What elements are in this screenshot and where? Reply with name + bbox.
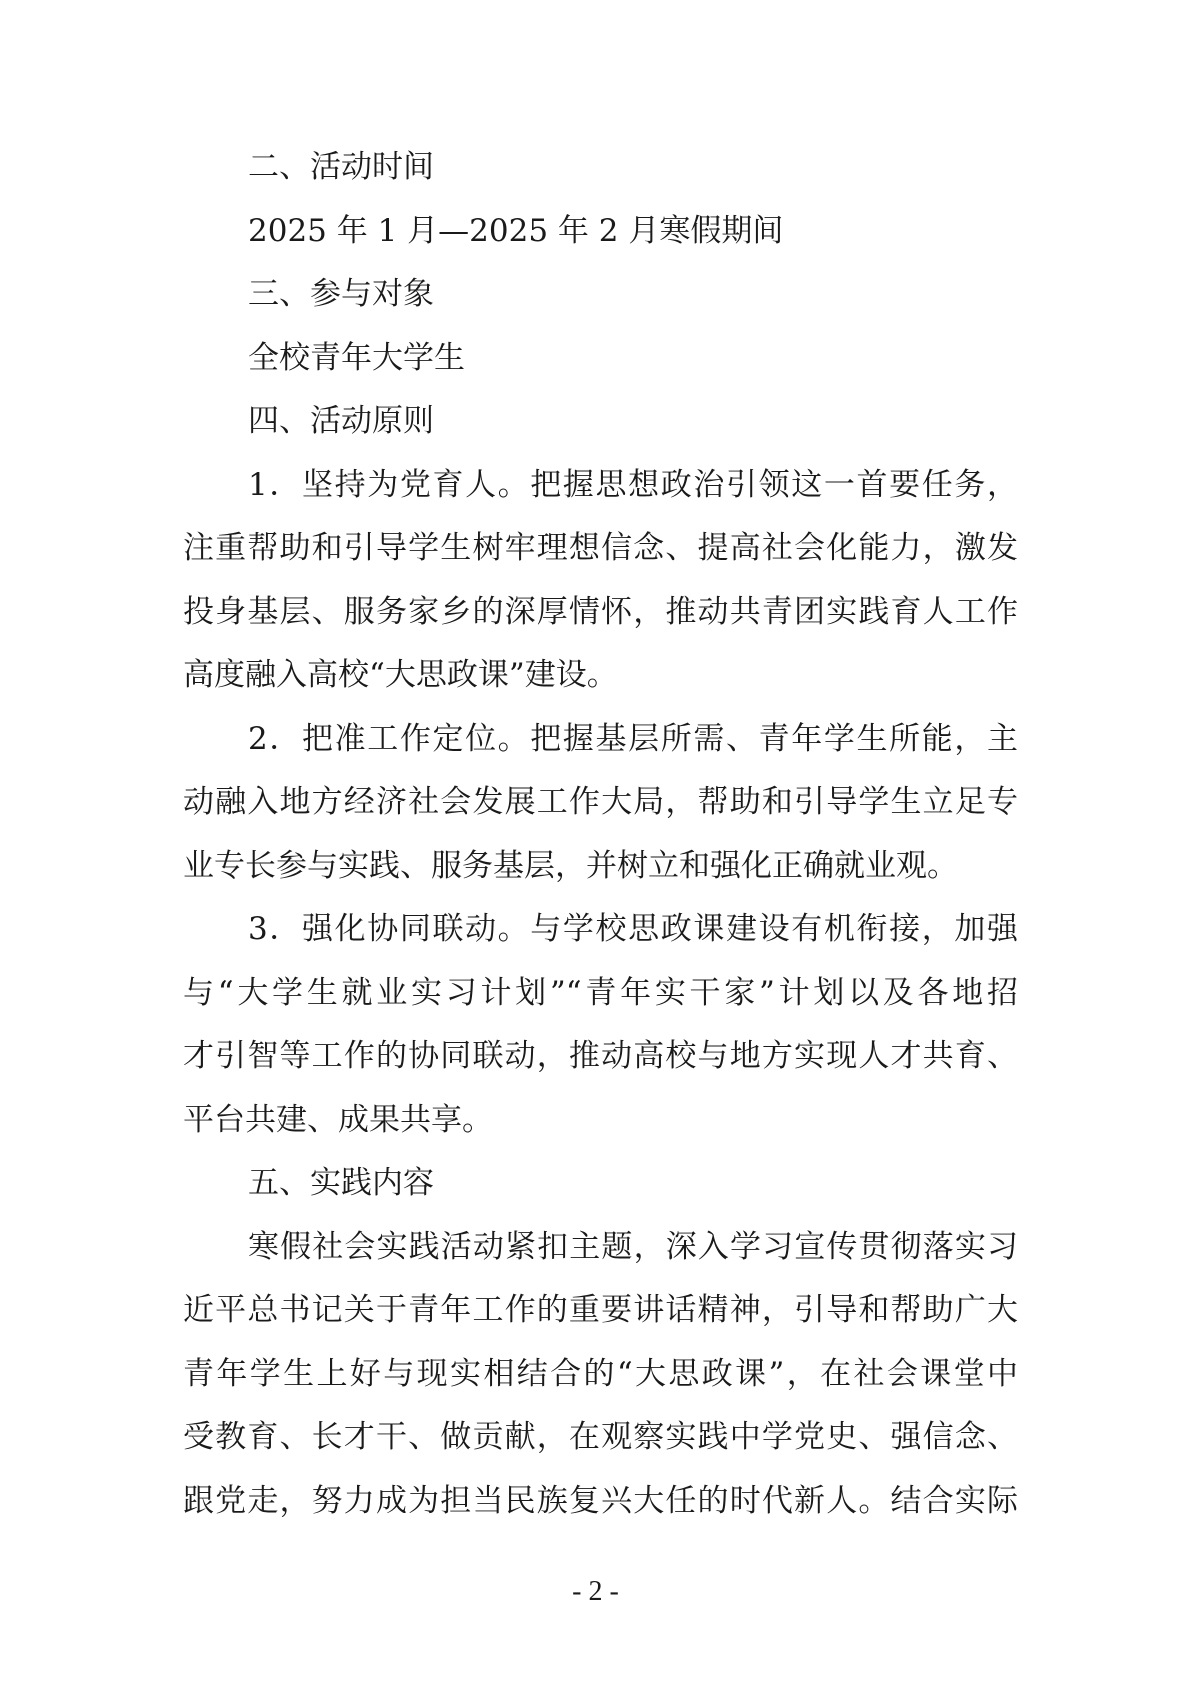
principle-1-line-4: 高度融入高校“大思政课”建设。 — [183, 657, 618, 693]
principle-2-line-1: 2．把准工作定位。把握基层所需、青年学生所能，主 — [248, 721, 1018, 757]
principle-3-line-4: 平台共建、成果共享。 — [183, 1102, 493, 1138]
content-line-3: 青年学生上好与现实相结合的“大思政课”，在社会课堂中 — [183, 1356, 1018, 1392]
page-number: - 2 - — [572, 1576, 619, 1607]
section-heading-content: 五、实践内容 — [248, 1165, 434, 1201]
principle-2-line-3: 业专长参与实践、服务基层，并树立和强化正确就业观。 — [183, 848, 958, 884]
principle-3-line-2: 与“大学生就业实习计划”“青年实干家”计划以及各地招 — [183, 975, 1018, 1011]
principle-1-line-1: 1．坚持为党育人。把握思想政治引领这一首要任务， — [248, 467, 1018, 503]
principle-3-line-1: 3．强化协同联动。与学校思政课建设有机衔接，加强 — [248, 911, 1018, 947]
principle-1-line-3: 投身基层、服务家乡的深厚情怀，推动共青团实践育人工作 — [183, 594, 1018, 630]
principle-2-line-2: 动融入地方经济社会发展工作大局，帮助和引导学生立足专 — [183, 784, 1018, 820]
section-body-time: 2025 年 1 月—2025 年 2 月寒假期间 — [248, 213, 784, 249]
section-heading-principles: 四、活动原则 — [248, 403, 434, 439]
content-line-2: 近平总书记关于青年工作的重要讲话精神，引导和帮助广大 — [183, 1292, 1018, 1328]
section-heading-time: 二、活动时间 — [248, 149, 434, 185]
section-body-participants: 全校青年大学生 — [248, 340, 465, 376]
principle-3-line-3: 才引智等工作的协同联动，推动高校与地方实现人才共育、 — [183, 1038, 1018, 1074]
content-line-1: 寒假社会实践活动紧扣主题，深入学习宣传贯彻落实习 — [248, 1229, 1018, 1265]
principle-1-line-2: 注重帮助和引导学生树牢理想信念、提高社会化能力，激发 — [183, 530, 1018, 566]
section-heading-participants: 三、参与对象 — [248, 276, 434, 312]
content-line-5: 跟党走，努力成为担当民族复兴大任的时代新人。结合实际 — [183, 1483, 1018, 1519]
content-line-4: 受教育、长才干、做贡献，在观察实践中学党史、强信念、 — [183, 1419, 1018, 1455]
